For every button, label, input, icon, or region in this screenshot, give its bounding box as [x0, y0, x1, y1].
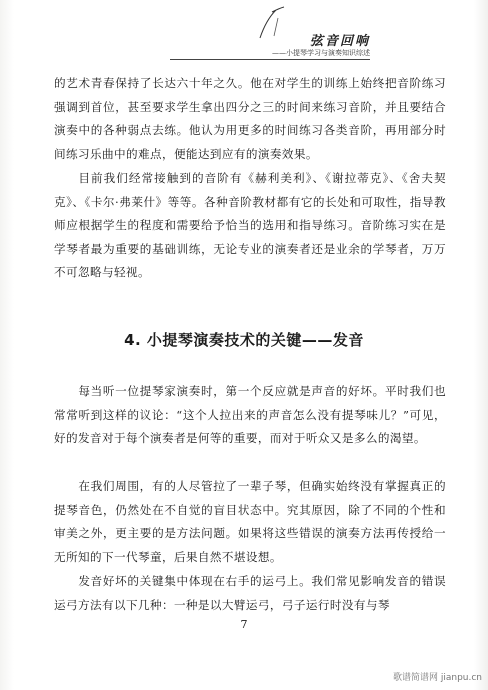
paragraph-2: 目前我们经常接触到的音阶有《赫利美利》、《谢拉蒂克》、《舍夫契克》、《卡尔·弗莱什》等等。各种音阶教材都有它的长处和可取性，指导教师应根据学生的程度和需要给予恰当的选用和指导练习。音阶练习实在是学琴者最为重要的基础训练，无论专业的演奏者还是业余的学琴者，万万不可忽略与轻视。 [54, 171, 446, 280]
header-rule [170, 59, 370, 60]
header-logo: 弦音回响 [309, 34, 370, 49]
header-flourish [254, 6, 294, 40]
paragraph-5: 发音好坏的关键集中体现在右手的运弓上。我们常见影响发音的错误运弓方法有以下几种：一种是以大臂运弓，弓子运行时没有与琴 [54, 574, 446, 612]
paragraph-4: 在我们周围，有的人尽管拉了一辈子琴，但确实始终没有掌握真正的提琴音色，仍然处在不自觉的盲目状态中。究其原因，除了不同的个性和审美之外，更主要的是方法问题。如果将这些错误的演奏方法再传授给一无所知的下一代琴童，后果自然不堪设想。 [54, 479, 446, 564]
paragraph-1: 的艺术青春保持了长达六十年之久。他在对学生的训练上始终把音阶练习强调到首位，甚至要求学生拿出四分之三的时间来练习音阶，并且要结合演奏中的各种弱点去练。他认为用更多的时间练习各类音阶，再用部分时间练习乐曲中的难点，便能达到应有的演奏效果。 [54, 76, 446, 161]
section-title: 4. 小提琴演奏技术的关键——发音 [124, 331, 364, 349]
running-header [170, 12, 370, 64]
site-watermark: 歌谱简谱网 jianpu.cn [392, 673, 482, 683]
header-subtitle: ——小提琴学习与演奏知识综述 [272, 49, 370, 57]
page-number: 7 [240, 618, 248, 631]
paragraph-3: 每当听一位提琴家演奏时，第一个反应就是声音的好坏。平时我们也常常听到这样的议论：“这个人拉出来的声音怎么没有提琴味儿？”可见，好的发音对于每个演奏者是何等的重要，而对于听众又是多么的渴望。 [54, 384, 446, 446]
